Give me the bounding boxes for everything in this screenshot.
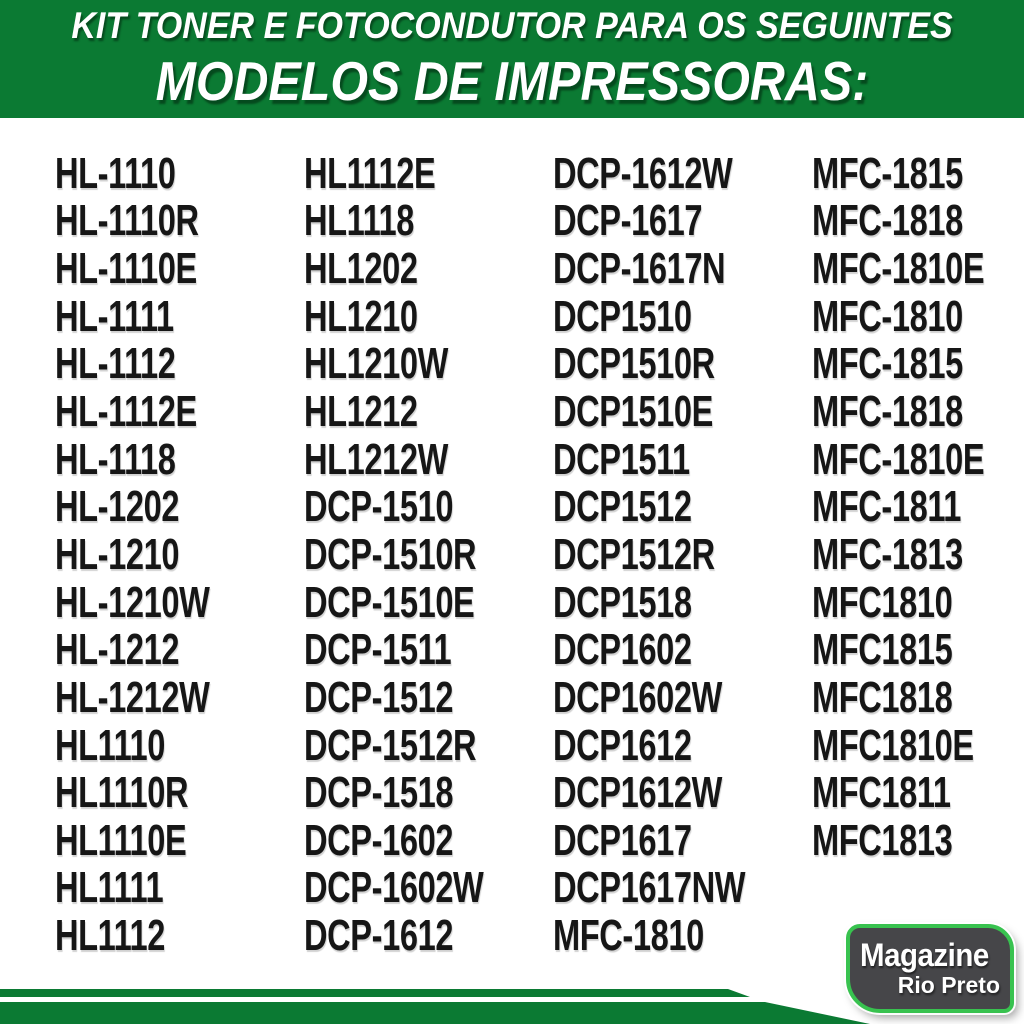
model-item: HL-1112 <box>55 339 176 389</box>
model-item: HL1212 <box>304 387 418 437</box>
model-item: HL1210 <box>304 291 418 341</box>
model-item: DCP-1617 <box>553 196 703 246</box>
model-item: DCP1602 <box>553 625 692 675</box>
model-item: DCP-1612W <box>553 148 733 198</box>
logo-brand-subname: Rio Preto <box>897 971 1000 998</box>
model-item: DCP1617NW <box>553 863 746 913</box>
model-item: HL-1118 <box>55 434 176 484</box>
magazine-rio-preto-logo <box>846 924 1014 1013</box>
model-column-3 <box>553 150 808 960</box>
model-item: DCP1518 <box>553 577 692 627</box>
model-item: DCP1510R <box>553 339 715 389</box>
model-column-4 <box>812 150 1022 865</box>
model-item: MFC-1811 <box>812 482 962 532</box>
model-item: HL1111 <box>55 863 164 913</box>
model-item: MFC-1815 <box>812 148 963 198</box>
model-item: MFC1813 <box>812 815 953 865</box>
model-item: MFC1815 <box>812 625 953 675</box>
model-item: HL-1202 <box>55 482 180 532</box>
model-item: HL1118 <box>304 196 415 246</box>
model-item: HL-1212 <box>55 625 180 675</box>
model-item: HL1110E <box>55 815 187 865</box>
model-item: MFC-1818 <box>812 387 963 437</box>
model-item: DCP-1512 <box>304 672 454 722</box>
model-item: DCP-1512R <box>304 720 477 770</box>
model-item: DCP1612W <box>553 768 722 818</box>
model-item: MFC-1810 <box>812 291 963 341</box>
model-item: HL1210W <box>304 339 448 389</box>
model-item: DCP1511 <box>553 434 690 484</box>
model-item: DCP1512 <box>553 482 692 532</box>
model-item: MFC1818 <box>812 672 953 722</box>
model-item: HL-1210W <box>55 577 210 627</box>
model-item: DCP-1602W <box>304 863 484 913</box>
model-item: DCP-1510E <box>304 577 475 627</box>
model-item: DCP1510 <box>553 291 692 341</box>
model-item: HL1212W <box>304 434 448 484</box>
model-item: DCP1602W <box>553 672 722 722</box>
model-column-1 <box>55 150 305 960</box>
model-item: DCP1510E <box>553 387 713 437</box>
model-item: HL-1110 <box>55 148 176 198</box>
model-item: HL-1212W <box>55 672 210 722</box>
model-item: DCP-1602 <box>304 815 454 865</box>
model-item: MFC-1818 <box>812 196 963 246</box>
model-item: DCP1617 <box>553 815 692 865</box>
model-item: HL1112 <box>55 911 166 961</box>
model-item: HL-1210 <box>55 529 180 579</box>
model-item: DCP1612 <box>553 720 692 770</box>
model-item: HL1110 <box>55 720 166 770</box>
model-item: HL-1112E <box>55 387 197 437</box>
model-item: DCP-1518 <box>304 768 454 818</box>
model-item: MFC1811 <box>812 768 951 818</box>
model-item: DCP-1510 <box>304 482 454 532</box>
header-banner <box>0 0 1024 118</box>
model-item: HL1112E <box>304 148 436 198</box>
bottom-stripe-thin <box>0 989 750 997</box>
bottom-stripe-thick <box>0 1002 870 1024</box>
model-column-2 <box>304 150 556 960</box>
model-item: DCP-1510R <box>304 529 477 579</box>
model-item: MFC-1810E <box>812 434 985 484</box>
model-item: DCP-1511 <box>304 625 452 675</box>
model-item: MFC1810E <box>812 720 974 770</box>
model-item: HL-1110R <box>55 196 199 246</box>
model-item: DCP-1617N <box>553 244 726 294</box>
logo-brand-name: Magazine <box>860 936 989 973</box>
header-title: MODELOS DE IMPRESSORAS: <box>155 50 869 112</box>
model-item: MFC-1815 <box>812 339 963 389</box>
model-item: MFC-1810 <box>553 911 704 961</box>
model-item: DCP1512R <box>553 529 715 579</box>
model-item: MFC-1810E <box>812 244 985 294</box>
model-item: HL1110R <box>55 768 189 818</box>
model-item: HL1202 <box>304 244 418 294</box>
model-item: HL-1110E <box>55 244 197 294</box>
model-item: DCP-1612 <box>304 911 454 961</box>
model-item: MFC1810 <box>812 577 953 627</box>
header-subtitle: KIT TONER E FOTOCONDUTOR PARA OS SEGUINTES <box>71 5 953 46</box>
model-item: HL-1111 <box>55 291 174 341</box>
model-item: MFC-1813 <box>812 529 963 579</box>
